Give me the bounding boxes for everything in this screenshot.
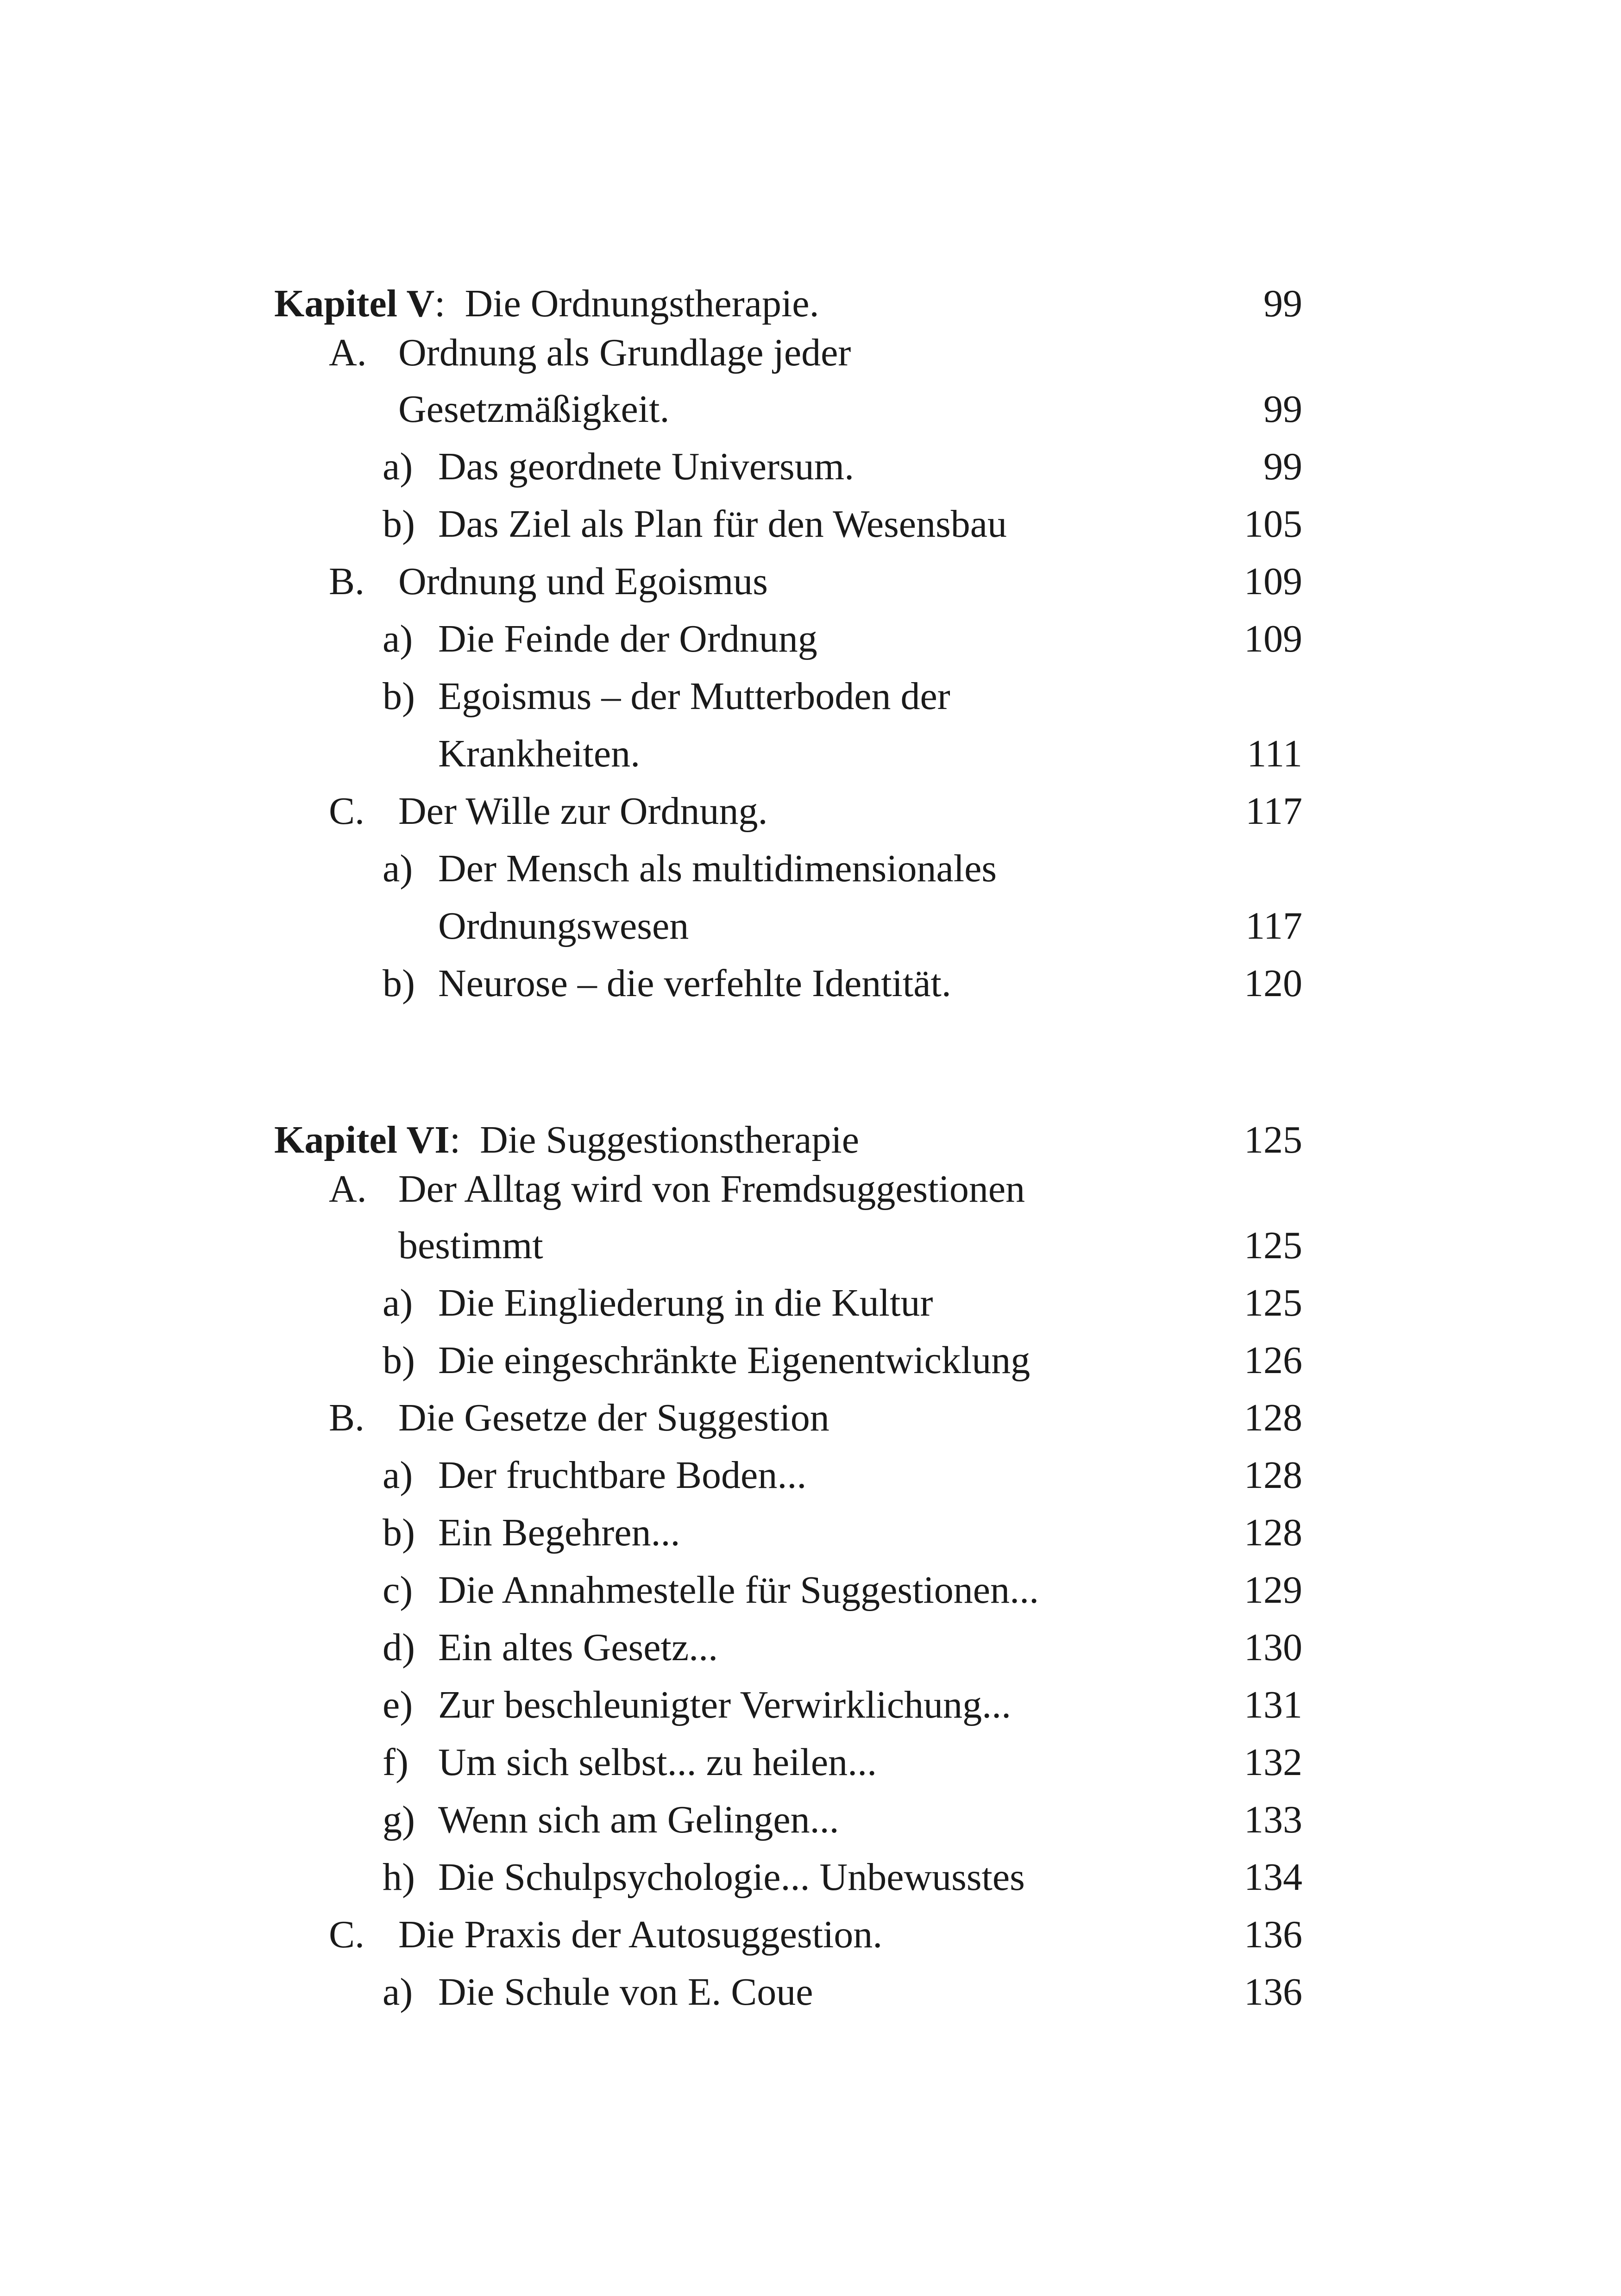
page-number: 120 (1244, 962, 1302, 1005)
entry-text: Die Eingliederung in die Kultur (438, 1281, 933, 1324)
page-number: 125 (1244, 1281, 1302, 1324)
toc-entry (0, 1161, 1621, 1218)
page-number: 128 (1244, 1396, 1302, 1439)
chapter-title: Kapitel VI: Die Suggestionstherapie (274, 1118, 860, 1161)
entry-text: Krankheiten. (438, 732, 641, 775)
entry-label: f) (383, 1741, 408, 1784)
toc-entry-continuation (0, 1217, 1621, 1274)
entry-text: Die Praxis der Autosuggestion. (398, 1913, 883, 1956)
page-number: 125 (1244, 1118, 1302, 1161)
toc-subentry (0, 1734, 1621, 1791)
page-number: 99 (1263, 388, 1302, 431)
toc-subentry-continuation (0, 897, 1621, 955)
page-number: 117 (1245, 904, 1302, 947)
toc-subentry (0, 496, 1621, 553)
entry-label: a) (383, 445, 413, 488)
chapter-title: Kapitel V: Die Ordnungstherapie. (274, 282, 819, 325)
entry-text: Der fruchtbare Boden... (438, 1454, 807, 1497)
entry-text: Gesetzmäßigkeit. (398, 388, 670, 431)
toc-subentry (0, 438, 1621, 496)
toc-subentry-continuation (0, 725, 1621, 783)
page-number: 128 (1244, 1454, 1302, 1497)
page-number: 136 (1244, 1970, 1302, 2014)
toc-entry (0, 1389, 1621, 1447)
entry-label: a) (383, 1454, 413, 1497)
toc-subentry (0, 1332, 1621, 1389)
page-number: 99 (1263, 282, 1302, 325)
toc-subentry (0, 1849, 1621, 1906)
page-number: 132 (1244, 1741, 1302, 1784)
entry-label: b) (383, 962, 415, 1005)
entry-text: Der Mensch als multidimensionales (438, 847, 997, 890)
toc-subentry (0, 1619, 1621, 1676)
entry-label: a) (383, 1281, 413, 1324)
entry-text: Die Annahmestelle für Suggestionen... (438, 1568, 1039, 1612)
entry-text: Zur beschleunigter Verwirklichung... (438, 1683, 1012, 1726)
entry-label: a) (383, 847, 413, 890)
page-number: 111 (1247, 732, 1302, 775)
entry-text: Neurose – die verfehlte Identität. (438, 962, 951, 1005)
toc-subentry (0, 955, 1621, 1012)
entry-text: Egoismus – der Mutterboden der (438, 675, 950, 718)
entry-label: g) (383, 1798, 415, 1841)
entry-text: Ein Begehren... (438, 1511, 680, 1554)
page-number: 133 (1244, 1798, 1302, 1841)
entry-label: b) (383, 1511, 415, 1554)
entry-text: Ordnung und Egoismus (398, 560, 768, 603)
page-number: 109 (1244, 617, 1302, 660)
entry-label: c) (383, 1568, 413, 1612)
entry-text: Ordnungswesen (438, 904, 689, 947)
chapter-label: Kapitel V (274, 282, 435, 325)
entry-text: Ein altes Gesetz... (438, 1626, 718, 1669)
toc-subentry (0, 1676, 1621, 1734)
entry-label: A. (329, 1167, 367, 1211)
entry-label: a) (383, 1970, 413, 2014)
page-number: 136 (1244, 1913, 1302, 1956)
chapter-title-text: Die Suggestionstherapie (480, 1118, 860, 1161)
toc-entry-continuation (0, 381, 1621, 438)
toc-subentry (0, 1562, 1621, 1619)
page-number: 117 (1245, 790, 1302, 833)
entry-text: Die Schulpsychologie... Unbewusstes (438, 1856, 1025, 1899)
entry-label: e) (383, 1683, 413, 1726)
page-number: 126 (1244, 1339, 1302, 1382)
toc-subentry (0, 610, 1621, 668)
chapter-title-text: Die Ordnungstherapie. (465, 282, 819, 325)
toc-subentry (0, 668, 1621, 725)
entry-text: Die Feinde der Ordnung (438, 617, 817, 660)
page-number: 130 (1244, 1626, 1302, 1669)
entry-label: b) (383, 502, 415, 546)
page-number: 105 (1244, 502, 1302, 546)
page-number: 129 (1244, 1568, 1302, 1612)
toc-subentry (0, 1447, 1621, 1504)
toc-subentry (0, 1964, 1621, 2021)
entry-label: A. (329, 331, 367, 374)
toc-entry (0, 783, 1621, 840)
page-number: 128 (1244, 1511, 1302, 1554)
entry-text: Wenn sich am Gelingen... (438, 1798, 839, 1841)
page-number: 109 (1244, 560, 1302, 603)
chapter-label: Kapitel VI (274, 1118, 450, 1161)
entry-text: Um sich selbst... zu heilen... (438, 1741, 877, 1784)
entry-label: h) (383, 1856, 415, 1899)
toc-entry (0, 1906, 1621, 1964)
toc-subentry (0, 1791, 1621, 1849)
toc-subentry (0, 840, 1621, 897)
entry-label: C. (329, 790, 365, 833)
entry-label: a) (383, 617, 413, 660)
entry-text: Der Alltag wird von Fremdsuggestionen (398, 1167, 1025, 1211)
entry-label: C. (329, 1913, 365, 1956)
page-number: 134 (1244, 1856, 1302, 1899)
entry-label: d) (383, 1626, 415, 1669)
entry-text: Das geordnete Universum. (438, 445, 854, 488)
entry-label: b) (383, 1339, 415, 1382)
toc-subentry (0, 1274, 1621, 1332)
page-number: 131 (1244, 1683, 1302, 1726)
entry-text: Die Schule von E. Coue (438, 1970, 813, 2014)
toc-entry (0, 553, 1621, 610)
page-number: 99 (1263, 445, 1302, 488)
entry-label: B. (329, 1396, 365, 1439)
entry-text: Ordnung als Grundlage jeder (398, 331, 851, 374)
entry-text: Die eingeschränkte Eigenentwicklung (438, 1339, 1030, 1382)
toc-entry (0, 324, 1621, 382)
entry-label: b) (383, 675, 415, 718)
entry-text: Die Gesetze der Suggestion (398, 1396, 829, 1439)
entry-label: B. (329, 560, 365, 603)
page-number: 125 (1244, 1224, 1302, 1267)
entry-text: Das Ziel als Plan für den Wesensbau (438, 502, 1007, 546)
entry-text: bestimmt (398, 1224, 543, 1267)
toc-subentry (0, 1504, 1621, 1562)
entry-text: Der Wille zur Ordnung. (398, 790, 768, 833)
